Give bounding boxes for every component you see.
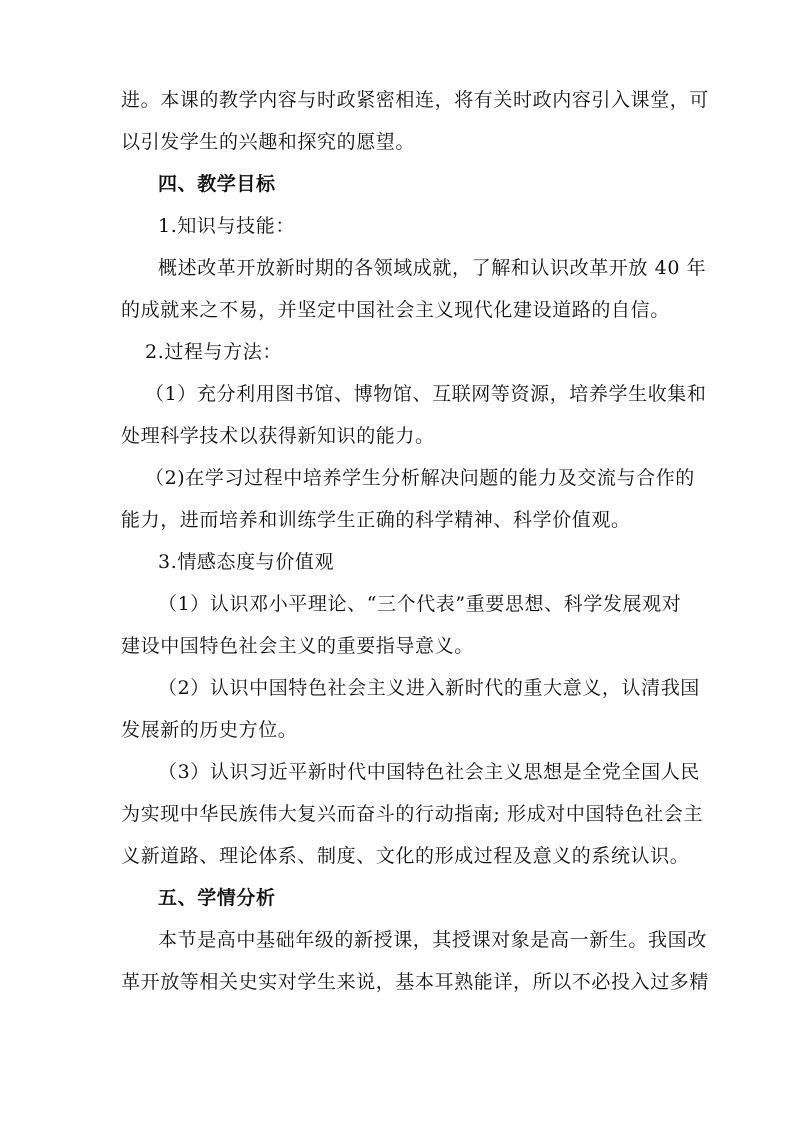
paragraph-line: 建设中国特色社会主义的重要指导意义。 — [121, 635, 474, 657]
section-heading: 四、教学目标 — [158, 173, 276, 195]
paragraph-line: 发展新的历史方位。 — [121, 719, 298, 741]
paragraph-line: 概述改革开放新时期的各领域成就，了解和认识改革开放 40 年 — [158, 257, 707, 279]
paragraph-line: 本节是高中基础年级的新授课，其授课对象是高一新生。我国改 — [158, 929, 707, 951]
paragraph-line: 革开放等相关史实对学生来说，基本耳熟能详，所以不必投入过多精 — [121, 971, 710, 993]
paragraph-line: 义新道路、理论体系、制度、文化的形成过程及意义的系统认识。 — [121, 845, 690, 867]
paragraph-line: （1）认识邓小平理论、“三个代表”重要思想、科学发展观对 — [158, 593, 682, 615]
paragraph-line: 能力，进而培养和训练学生正确的科学精神、科学价值观。 — [121, 509, 631, 531]
paragraph-line: 以引发学生的兴趣和探究的愿望。 — [121, 131, 416, 153]
paragraph-line: 的成就来之不易，并坚定中国社会主义现代化建设道路的自信。 — [121, 299, 670, 321]
paragraph-line: （2)在学习过程中培养学生分析解决问题的能力及交流与合作的 — [145, 467, 695, 489]
paragraph-line: 为实现中华民族伟大复兴而奋斗的行动指南; 形成对中国特色社会主 — [121, 803, 704, 825]
paragraph-line: （2）认识中国特色社会主义进入新时代的重大意义，认清我国 — [158, 677, 700, 699]
paragraph-line: （3）认识习近平新时代中国特色社会主义思想是全党全国人民 — [158, 761, 700, 783]
paragraph-line: 进。本课的教学内容与时政紧密相连，将有关时政内容引入课堂，可 — [121, 89, 710, 111]
subsection-heading: 1.知识与技能： — [158, 215, 295, 237]
subsection-heading: 3.情感态度与价值观 — [158, 551, 335, 573]
paragraph-line: 处理科学技术以获得新知识的能力。 — [121, 425, 435, 447]
section-heading: 五、学情分析 — [158, 887, 276, 909]
paragraph-line: （1）充分利用图书馆、博物馆、互联网等资源，培养学生收集和 — [145, 383, 707, 405]
subsection-heading: 2.过程与方法： — [145, 341, 282, 363]
